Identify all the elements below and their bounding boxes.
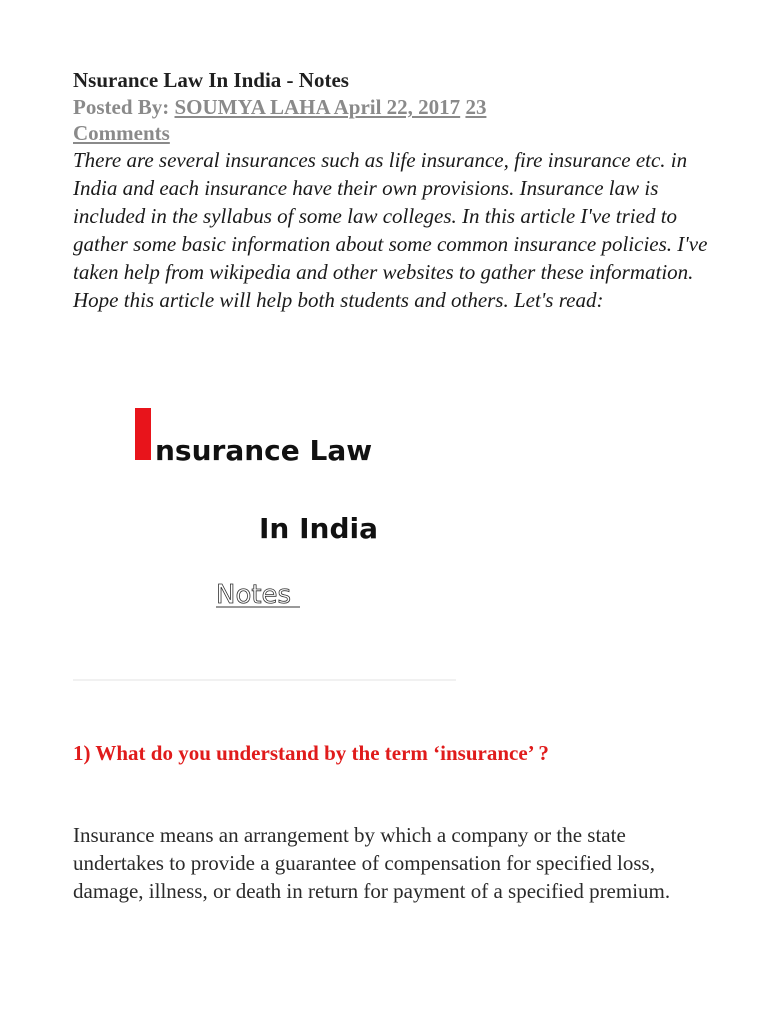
answer-1-paragraph: Insurance means an arrangement by which a company or the state undertakes to provide a guarantee of compensation for specified loss, damage, illness, or death in return for payment of a specified premium. — [73, 823, 671, 903]
comments-label-link[interactable]: Comments — [73, 121, 170, 145]
banner-line2: In India — [259, 512, 378, 545]
intro-paragraph: There are several insurances such as life insurance, fire insurance etc. in India and each insurance have their own provisions. Insurance law is included in the syllabus of some law colleges. In this article I've tried to gather some basic information about some common insurance policies. I've taken help from wikipedia and other websites to gather these information. Hope this article will help both students and others. Let's read: — [73, 148, 708, 312]
banner-line3: Notes — [216, 580, 292, 610]
banner-first-letter-bar — [135, 408, 151, 460]
comments-count-link[interactable]: 23 — [465, 95, 487, 119]
title-banner-image — [132, 405, 432, 620]
section-divider — [73, 679, 456, 681]
question-1-heading: 1) What do you understand by the term ‘insurance’ ? — [73, 741, 549, 765]
article-header — [73, 66, 713, 314]
post-meta — [73, 94, 713, 146]
banner-line1: nsurance Law — [155, 434, 373, 467]
page-title: Nsurance Law In India - Notes — [73, 68, 349, 92]
banner-graphic — [132, 405, 432, 620]
author-date-link[interactable]: SOUMYA LAHA April 22, 2017 — [174, 95, 461, 119]
banner-first-letter: I — [133, 460, 134, 461]
posted-by-label: Posted By: — [73, 95, 175, 119]
